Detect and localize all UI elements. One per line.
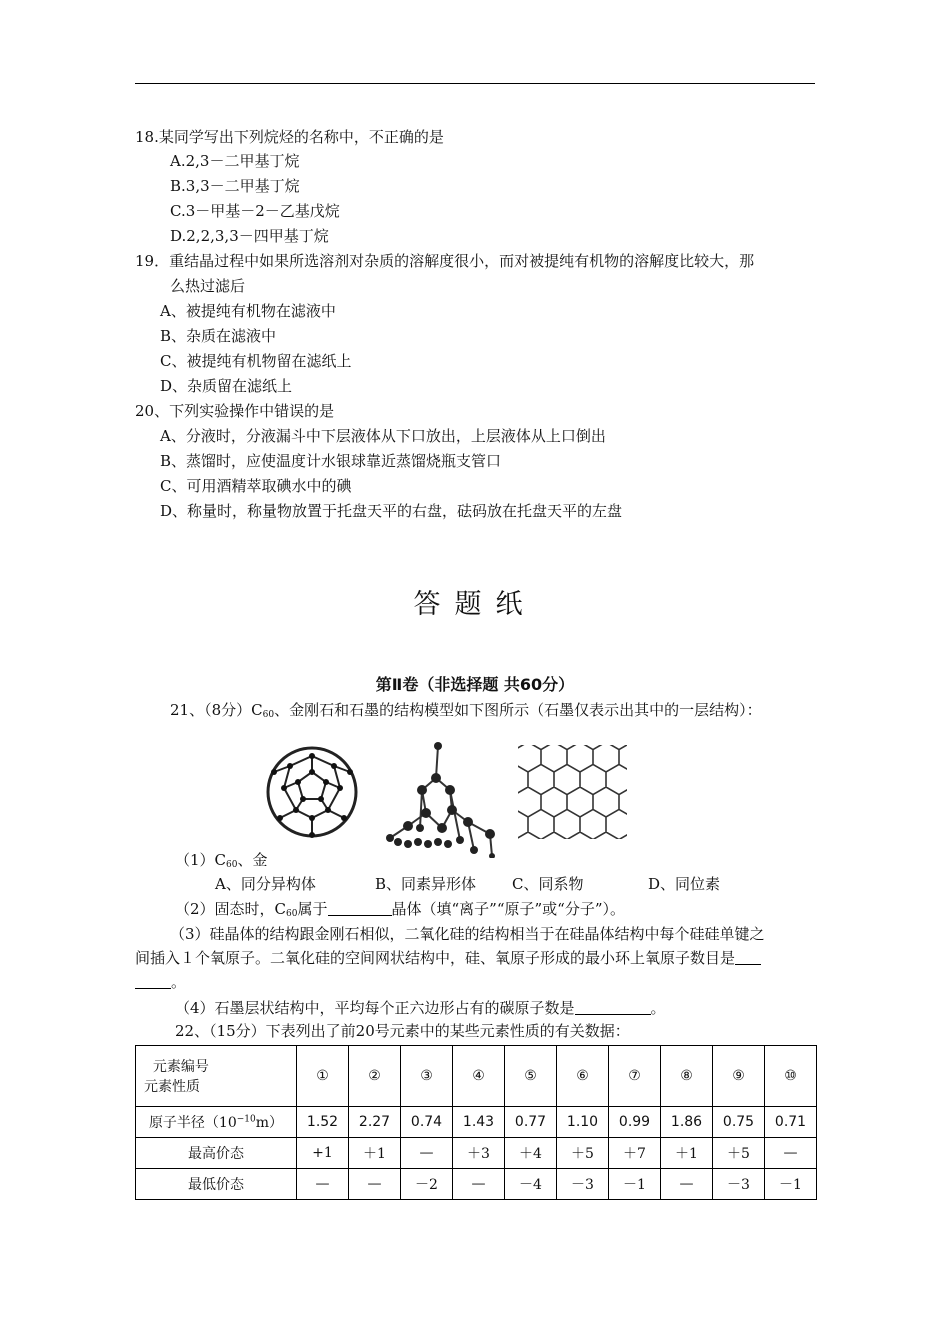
min-valence-cell: －4 xyxy=(505,1169,557,1200)
min-valence-cell: －3 xyxy=(713,1169,765,1200)
max-valence-cell: — xyxy=(401,1138,453,1169)
row-label-radius: 原子半径$(10^{-10}m)$ xyxy=(136,1107,297,1138)
max-valence-cell: ＋1 xyxy=(349,1138,401,1169)
max-valence-cell: ＋7 xyxy=(609,1138,661,1169)
q21-part3-line2: 间插入１个氧原子。二氧化硅的空间网状结构中，硅、氧原子形成的最小环上氧原子数目是 xyxy=(135,948,761,968)
answer-blank[interactable] xyxy=(135,972,171,989)
min-valence-cell: — xyxy=(661,1169,713,1200)
q20-option-b: B、蒸馏时，应使温度计水银球靠近蒸馏烧瓶支管口 xyxy=(160,452,502,470)
min-valence-cell: －2 xyxy=(401,1169,453,1200)
element-number: ④ xyxy=(453,1046,505,1107)
radius-cell: 2.27 xyxy=(349,1107,401,1138)
q21-part1: $(1)C_{60}$、金 xyxy=(175,851,268,870)
element-number: ② xyxy=(349,1046,401,1107)
row-label-max-valence: 最高价态 xyxy=(136,1138,297,1169)
answer-blank[interactable] xyxy=(575,998,651,1015)
q21-part1-option-d: D、同位素 xyxy=(648,875,721,893)
q21-part4: （4）石墨层状结构中，平均每个正六边形占有的碳原子数是 。 xyxy=(175,999,666,1017)
q18-option-a: A.2,3－二甲基丁烷 xyxy=(170,152,300,170)
max-valence-cell: +1 xyxy=(297,1138,349,1169)
section-title: 第Ⅱ卷（非选择题 共60分） xyxy=(375,675,575,694)
min-valence-cell: — xyxy=(453,1169,505,1200)
element-number: ⑨ xyxy=(713,1046,765,1107)
q21-intro: 21、（8分）$C_{60}$、金刚石和石墨的结构模型如下图所示（石墨仅表示出其中的一层结构）： xyxy=(170,701,762,720)
answer-sheet-title: 答题纸 xyxy=(413,589,537,620)
radius-cell: 1.10 xyxy=(557,1107,609,1138)
table-header-cell: 元素编号 元素性质 xyxy=(136,1046,297,1107)
max-valence-cell: ＋3 xyxy=(453,1138,505,1169)
radius-cell: 1.52 xyxy=(297,1107,349,1138)
q19-stem-line1: 19．重结晶过程中如果所选溶剂对杂质的溶解度很小，而对被提纯有机物的溶解度比较大，那 xyxy=(135,252,755,270)
table-row-radius xyxy=(136,1107,817,1138)
q18-option-d: D.2,2,3,3－四甲基丁烷 xyxy=(170,227,329,245)
max-valence-cell: ＋1 xyxy=(661,1138,713,1169)
radius-cell: 1.43 xyxy=(453,1107,505,1138)
q21-part3-line1: （3）硅晶体的结构跟金刚石相似，二氧化硅的结构相当于在硅晶体结构中每个硅硅单键之 xyxy=(170,925,765,943)
radius-cell: 1.86 xyxy=(661,1107,713,1138)
graphite-layer-image xyxy=(515,742,630,842)
q18-option-b: B.3,3－二甲基丁烷 xyxy=(170,177,300,195)
max-valence-cell: ＋4 xyxy=(505,1138,557,1169)
q21-part2: （2）固态时，$C_{60}$属于 晶体（填“离子”“原子”或“分子”）。 xyxy=(175,900,626,919)
q19-option-d: D、杂质留在滤纸上 xyxy=(160,377,293,395)
q21-part1-option-b: B、同素异形体 xyxy=(375,875,477,893)
min-valence-cell: — xyxy=(349,1169,401,1200)
table-row-max-valence xyxy=(136,1138,817,1169)
q18-stem: 18.某同学写出下列烷烃的名称中，不正确的是 xyxy=(135,128,444,146)
diamond-structure-image xyxy=(378,738,503,858)
element-number: ⑧ xyxy=(661,1046,713,1107)
element-number: ⑩ xyxy=(765,1046,817,1107)
c60-fullerene-image xyxy=(262,742,362,842)
element-number: ⑤ xyxy=(505,1046,557,1107)
radius-cell: 0.74 xyxy=(401,1107,453,1138)
header-rule xyxy=(135,83,815,84)
radius-cell: 0.71 xyxy=(765,1107,817,1138)
answer-blank[interactable] xyxy=(328,899,392,916)
radius-cell: 0.75 xyxy=(713,1107,765,1138)
element-number: ⑥ xyxy=(557,1046,609,1107)
q21-part3-line3: 。 xyxy=(135,972,186,992)
radius-cell: 0.77 xyxy=(505,1107,557,1138)
max-valence-cell: ＋5 xyxy=(557,1138,609,1169)
q20-option-c: C、可用酒精萃取碘水中的碘 xyxy=(160,477,352,495)
answer-blank[interactable] xyxy=(735,948,761,965)
element-number: ⑦ xyxy=(609,1046,661,1107)
q20-option-a: A、分液时，分液漏斗中下层液体从下口放出，上层液体从上口倒出 xyxy=(160,427,606,445)
row-label-min-valence: 最低价态 xyxy=(136,1169,297,1200)
element-number: ③ xyxy=(401,1046,453,1107)
q19-stem-line2: 么热过滤后 xyxy=(170,277,246,295)
q18-option-c: C.3－甲基－2－乙基戊烷 xyxy=(170,202,340,220)
q19-option-b: B、杂质在滤液中 xyxy=(160,327,277,345)
max-valence-cell: ＋5 xyxy=(713,1138,765,1169)
min-valence-cell: －3 xyxy=(557,1169,609,1200)
q20-option-d: D、称量时，称量物放置于托盘天平的右盘，砝码放在托盘天平的左盘 xyxy=(160,502,623,520)
q21-part1-option-a: A、同分异构体 xyxy=(215,875,316,893)
min-valence-cell: －1 xyxy=(765,1169,817,1200)
min-valence-cell: －1 xyxy=(609,1169,661,1200)
q22-intro: 22、（15分）下表列出了前20号元素中的某些元素性质的有关数据： xyxy=(175,1022,630,1040)
q20-stem: 20、下列实验操作中错误的是 xyxy=(135,402,335,420)
element-number: ① xyxy=(297,1046,349,1107)
q19-option-c: C、被提纯有机物留在滤纸上 xyxy=(160,352,352,370)
table-row-min-valence xyxy=(136,1169,817,1200)
max-valence-cell: — xyxy=(765,1138,817,1169)
radius-cell: 0.99 xyxy=(609,1107,661,1138)
q21-part1-option-c: C、同系物 xyxy=(512,875,584,893)
min-valence-cell: — xyxy=(297,1169,349,1200)
q19-option-a: A、被提纯有机物在滤液中 xyxy=(160,302,336,320)
element-properties-table xyxy=(135,1045,817,1200)
